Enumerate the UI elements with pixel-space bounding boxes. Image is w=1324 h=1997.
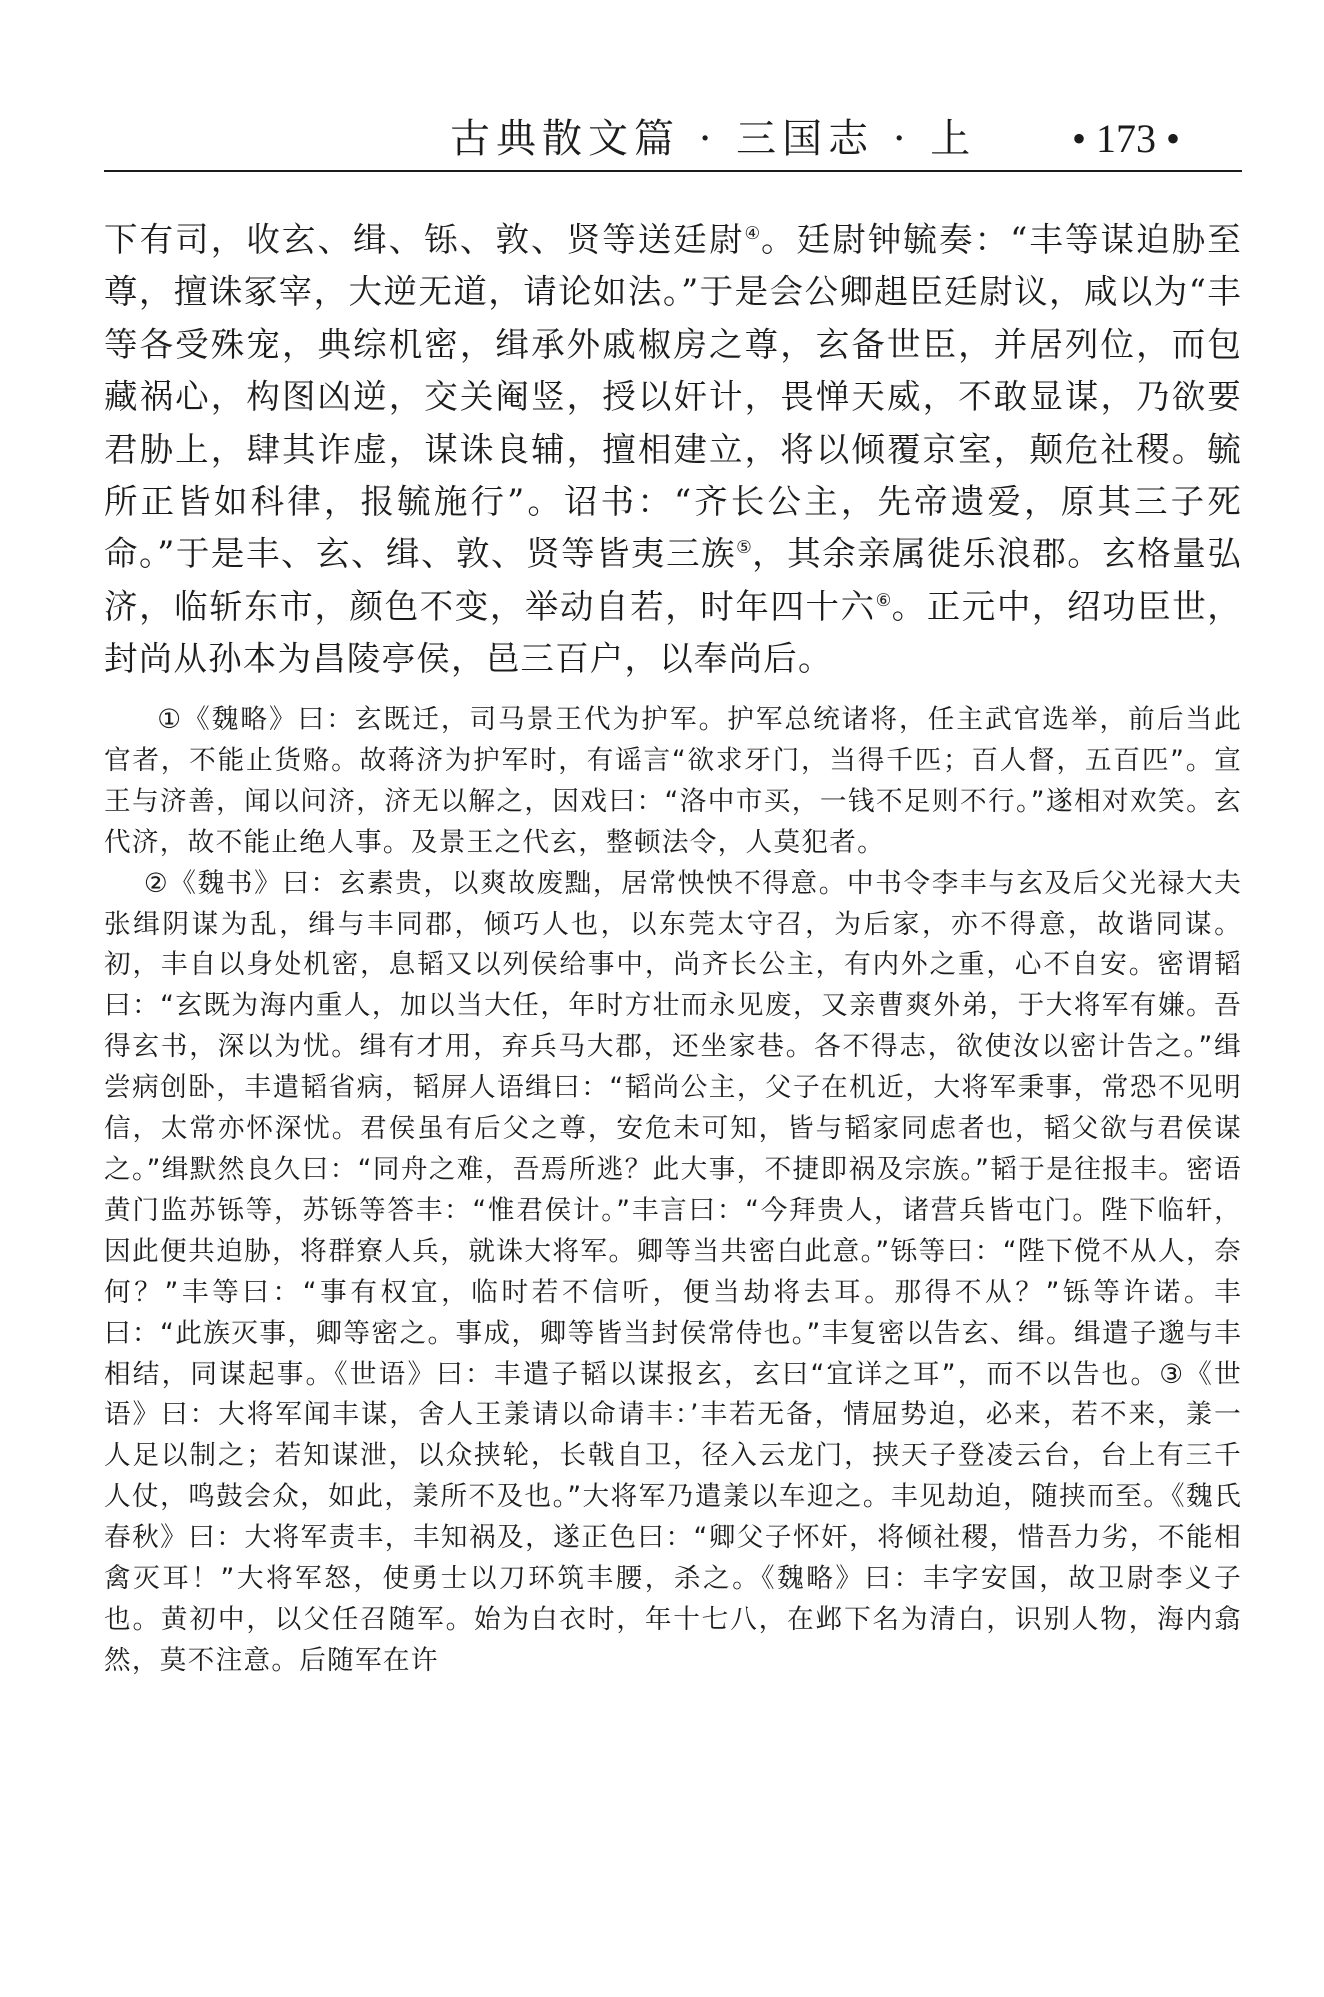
main-text-paragraph xyxy=(104,214,1242,686)
page-number: • 173 • xyxy=(1071,116,1180,161)
main-text-segment: 。廷尉钟毓奏：“丰等谋迫胁至尊，擅诛冢宰，大逆无道，请论如法。”于是会公卿趄臣廷尉议，咸以为“丰等各受殊宠，典综机密，缉承外戚椒房之尊，玄备世臣，并居列位，而包藏祸心，构图凶逆，交关阉竖，授以奸计，畏惮天威，不敢显谋，乃欲要君胁上，肆其诈虚，谋诛良辅，擅相建立，将以倾覆京室，颠危社稷。毓所正皆如科律，报毓施行”。诏书：“齐长公主，先帝遗爱，原其三子死命。”于是丰、玄、缉、敦、贤等皆夷三族 xyxy=(104,220,1242,574)
running-header-title: 古典散文篇 · 三国志 · 上 xyxy=(450,116,977,162)
main-text-segment: 下有司，收玄、缉、铄、敦、贤等送廷尉 xyxy=(104,220,745,259)
annotation-note-1: ①《魏略》曰：玄既迁，司马景王代为护军。护军总统诸将，任主武官选举，前后当此官者，不能止货赂。故蒋济为护军时，有谣言“欲求牙门，当得千匹；百人督，五百匹”。宣王与济善，闻以问济，济无以解之，因戏曰：“洛中市买，一钱不足则不行。”遂相对欢笑。玄代济，故不能止绝人事。及景王之代玄，整顿法令，人莫犯者。 xyxy=(104,704,1242,858)
footnote-ref-4[interactable]: ④ xyxy=(744,223,762,244)
main-text-segment: 。正元中，绍功臣世，封尚从孙本为昌陵亭侯，邑三百户，以奉尚后。 xyxy=(104,586,1242,679)
footnote-ref-5[interactable]: ⑤ xyxy=(736,538,753,559)
annotation-note-2: ②《魏书》曰：玄素贵，以爽故废黜，居常怏怏不得意。中书令李丰与玄及后父光禄大夫张缉阴谋为乱，缉与丰同郡，倾巧人也，以东莞太守召，为后家，亦不得意，故谐同谋。初，丰自以身处机密，息韬又以列侯给事中，尚齐长公主，有内外之重，心不自安。密谓韬曰：“玄既为海内重人，加以当大任，年时方壮而永见废，又亲曹爽外弟，于大将军有嫌。吾得玄书，深以为忧。缉有才用，弃兵马大郡，还坐家巷。各不得志，欲使汝以密计告之。”缉尝病创卧，丰遣韬省病，韬屏人语缉曰：“韬尚公主，父子在机近，大将军秉事，常恐不见明信，太常亦怀深忧。君侯虽有后父之尊，安危未可知，皆与韬家同虑者也，韬父欲与君侯谋之。”缉默然良久曰：“同舟之难，吾焉所逃？此大事，不捷即祸及宗族。”韬于是往报丰。密语黄门监苏铄等，苏铄等答丰：“惟君侯计。”丰言曰：“今拜贵人，诸营兵皆屯门。陛下临轩，因此便共迫胁，将群寮人兵，就诛大将军。卿等当共密白此意。”铄等曰：“陛下傥不从人，奈何？”丰等曰：“事有权宜，临时若不信听，便当劫将去耳。那得不从？”铄等许诺。丰曰：“此族灭事，卿等密之。事成，卿等皆当封侯常侍也。”丰复密以告玄、缉。缉遣子邈与丰相结，同谋起事。《世语》曰：丰遣子韬以谋报玄，玄曰“宜详之耳”，而不以告也。③《世语》曰：大将军闻丰谋，舍人王羕请以命请丰：’丰若无备，情屈势迫，必来，若不来，羕一人足以制之；若知谋泄，以众挟轮，长戟自卫，径入云龙门，挟天子登凌云台，台上有三千人仗，鸣鼓会众，如此，羕所不及也。”大将军乃遣羕以车迎之。丰见劫迫，随挟而至。《魏氏春秋》曰：大将军责丰，丰知祸及，遂正色曰：“卿父子怀奸，将倾社稷，惜吾力劣，不能相禽灭耳！”大将军怒，使勇士以刀环筑丰腰，杀之。《魏略》曰：丰字安国，故卫尉李义子也。黄初中，以父任召随军。始为白衣时，年十七八，在邺下名为清白，识别人物，海内翕然，莫不注意。后随军在许 xyxy=(104,867,1242,1676)
running-header xyxy=(104,108,1242,172)
main-text-segment: ，其余亲属徙乐浪郡。玄格量弘济，临斩东市，颜色不变，举动自若，时年四十六 xyxy=(104,534,1242,626)
annotation-notes xyxy=(104,700,1242,1682)
footnote-ref-6[interactable]: ⑥ xyxy=(875,590,892,611)
